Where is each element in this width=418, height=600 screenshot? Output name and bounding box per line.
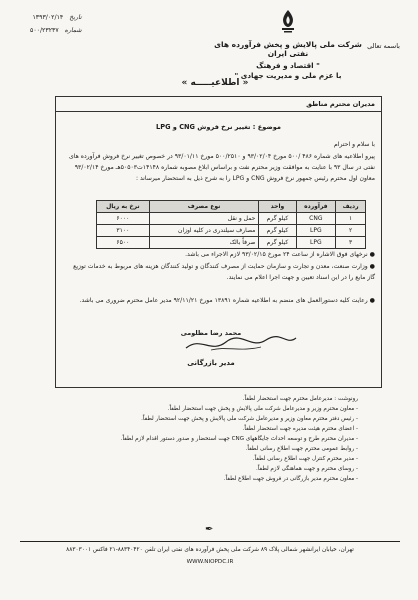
- cc-line: - رئیس دفتر محترم معاون وزیر و مدیرعامل شرکت ملی پالایش و پخش جهت استحضار لطفاً.: [141, 416, 358, 422]
- cell-unit: کیلو گرم: [259, 225, 296, 237]
- signer-name: محمد رضا مظلومی: [180, 329, 242, 337]
- cell-unit: کیلو گرم: [259, 213, 296, 225]
- footer-divider: [20, 541, 400, 542]
- number-label: شماره: [64, 27, 82, 34]
- letter-meta: [30, 14, 82, 40]
- greeting: با سلام و احترام: [334, 141, 375, 148]
- table-row: [97, 237, 366, 249]
- cc-line: - مدیر محترم کنترل جهت اطلاع رسانی لطفاً.: [252, 456, 358, 462]
- table-header-row: [97, 201, 366, 213]
- recipient-bar: [56, 97, 381, 112]
- footer-website: WWW.NIOPDC.IR: [186, 559, 234, 565]
- company-name: شرکت ملی پالایش و پخش فرآورده های نفتی ایران: [214, 40, 362, 58]
- cc-line: - روسای محترم و جهت هماهنگی لازم لطفاً.: [256, 466, 358, 472]
- cell-row-num: ۱: [336, 213, 366, 225]
- cc-line: رونوشت : مدیرعامل محترم جهت استحضار لطفاً.: [242, 396, 358, 402]
- cell-price: ۳۱۰۰: [97, 225, 150, 237]
- cell-row-num: ۳: [336, 237, 366, 249]
- slogan-line-2: با عزم ملی و مدیریت جهادی ": [234, 71, 342, 80]
- cell-usage: مصارف سیلندری در کلیه اوزان: [149, 225, 259, 237]
- bullet-instructions: ● رعایت کلیه دستورالعمل های منضم به اطلاعیه شماره ۱۳۸۹۱ مورخ ۹۲/۱۱/۲۱ مدیر عامل محترم ضروری می باشد.: [79, 297, 375, 304]
- letterhead: [213, 8, 363, 80]
- basmala: باسمه تعالی: [367, 42, 400, 50]
- footer-address: تهران، خیابان ایرانشهر شمالی پلاک ۸۹ شرکت ملی پخش فرآورده های نفتی ایران تلفن ۸۸۳۴۰۴۲۰-۲۱ فاکس ۸۸۳۰۳۰۰۱: [66, 547, 354, 553]
- header-price: نرخ به ریال: [97, 201, 150, 213]
- date-value: ۱۳۹۳/۰۲/۱۴: [32, 14, 64, 21]
- rates-table: [96, 200, 366, 249]
- cell-unit: کیلو گرم: [259, 237, 296, 249]
- signer-role: مدیر بازرگانی: [187, 359, 235, 367]
- cell-row-num: ۲: [336, 225, 366, 237]
- main-paragraph: پیرو اطلاعیه های شماره ۴۸۶ /۵۰۰ مورخ ۹۳/۰۲/۰۴ و ۵۰۰/۲۵۱۰ مورخ ۹۳/۰۱/۱۱ در خصوص تغییر نرخ فروش فرآورده های نفتی در سال ۹۳ با عنایت به موافقت وزیر محترم نفت و براساس ابلاغ مصوبه شماره ۱۴۱۴۸ت۵۰۵۰۳هـ مورخ ۹۳/۰۲/۱۴ معاون اول محترم رئیس جمهور نرخ فروش CNG و LPG را به شرح ذیل به استحضار میرساند :: [69, 153, 375, 182]
- number-value: ۵۰۰/۲۳۲۳۷: [30, 27, 59, 34]
- header-unit: واحد: [259, 201, 296, 213]
- cc-line: - معاون محترم وزیر و مدیرعامل شرکت ملی پالایش و پخش جهت استحضار لطفاً.: [167, 406, 358, 412]
- cell-price: ۶۵۰۰: [97, 237, 150, 249]
- cell-product: LPG: [296, 225, 336, 237]
- footer-mark-icon: ✒: [205, 524, 214, 535]
- notice-title: « اطلاعیـــــه »: [181, 78, 249, 88]
- date-label: تاریخ: [69, 14, 82, 21]
- header-product: فرآورده: [296, 201, 336, 213]
- number-row: [30, 27, 82, 34]
- letter-subject: موضوع : تغییر نرخ فروش CNG و LPG: [156, 123, 281, 131]
- cell-price: ۶۰۰۰: [97, 213, 150, 225]
- cc-line: - روابط عمومی محترم جهت اطلاع رسانی لطفاً.: [245, 446, 358, 452]
- cell-product: LPG: [296, 237, 336, 249]
- header-row-num: ردیف: [336, 201, 366, 213]
- cc-line: - اعضای محترم هیئت مدیره جهت استحضار لطفاً.: [242, 426, 358, 432]
- cell-usage: صرفاً بالک: [149, 237, 259, 249]
- header-usage: نوع مصرف: [149, 201, 259, 213]
- recipient: مدیران محترم مناطق: [306, 100, 375, 108]
- cell-usage: حمل و نقل: [149, 213, 259, 225]
- bullet-ministry: ● وزارت صنعت، معدن و تجارت و سازمان حمایت از مصرف کنندگان و تولید کنندگان هزینه های مربوط به خدمات توزیع گاز مایع را در این اسناد تعیین و جهت اجرا اعلام می نمایند.: [73, 263, 375, 281]
- table-row: [97, 225, 366, 237]
- date-row: [30, 14, 82, 21]
- cc-line: - معاون محترم مدیر بازرگانی در فروش جهت اطلاع لطفاً.: [223, 476, 358, 482]
- slogan-line-1: " اقتصاد و فرهنگ: [256, 61, 320, 70]
- cell-product: CNG: [296, 213, 336, 225]
- letter-body: [55, 96, 382, 388]
- company-logo-icon: [275, 8, 301, 34]
- table-row: [97, 213, 366, 225]
- cc-line: - مدیران محترم طرح و توسعه احداث جایگاههای CNG جهت استحضار و صدور دستور اقدام لازم لطفاً.: [120, 436, 358, 442]
- bullet-effective-date: ● نرخهای فوق الاشاره از ساعت ۲۴ مورخ ۹۳/۰۲/۱۵ لازم الاجراء می باشد.: [185, 251, 375, 258]
